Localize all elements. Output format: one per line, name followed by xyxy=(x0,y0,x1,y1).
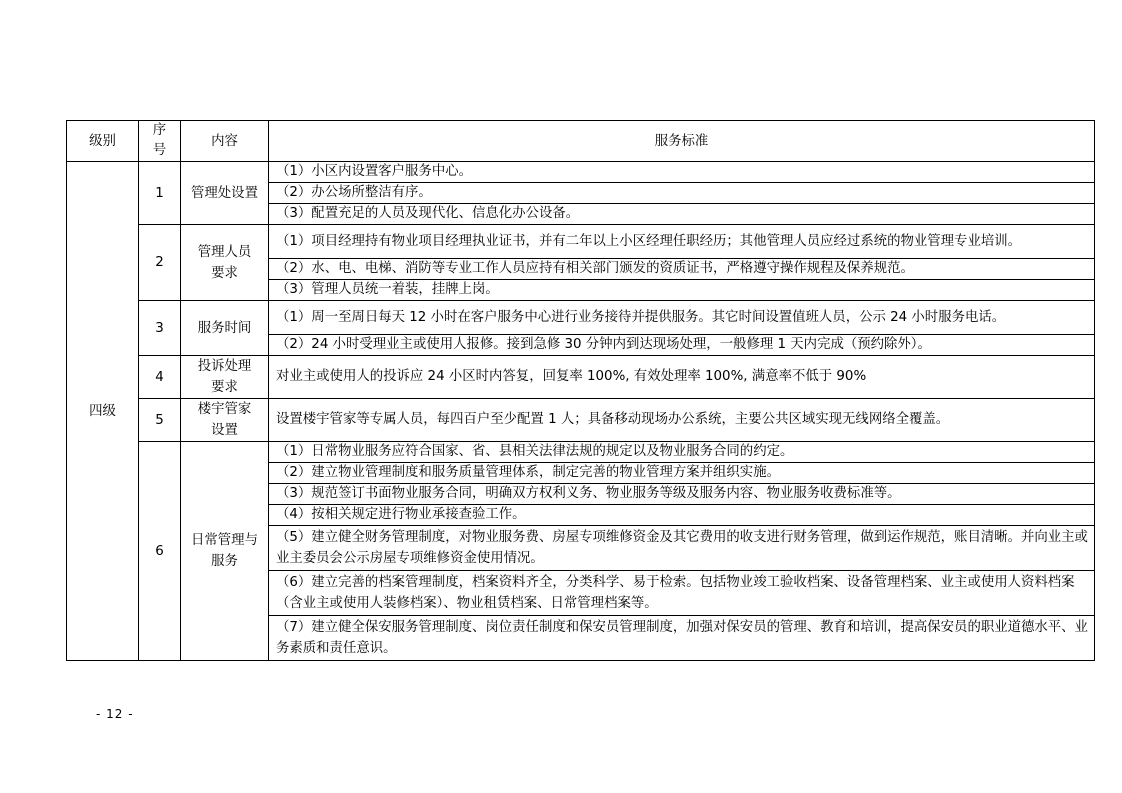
level-cell: 四级 xyxy=(67,162,139,661)
standard-item: （2）办公场所整洁有序。 xyxy=(269,183,1095,204)
standard-item: （7）建立健全保安服务管理制度、岗位责任制度和保安员管理制度，加强对保安员的管理、教育和培训，提高保安员的职业道德水平、业务素质和责任意识。 xyxy=(269,616,1095,661)
standard-item: （3）配置充足的人员及现代化、信息化办公设备。 xyxy=(269,204,1095,225)
standard-item: （2）24 小时受理业主或使用人报修。接到急修 30 分钟内到达现场处理，一般修理 1 天内完成（预约除外）。 xyxy=(269,335,1095,356)
content-cell: 服务时间 xyxy=(181,301,269,356)
header-content: 内容 xyxy=(181,121,269,162)
standard-item: （2）水、电、电梯、消防等专业工作人员应持有相关部门颁发的资质证书，严格遵守操作规程及保养规范。 xyxy=(269,259,1095,280)
content-cell: 日常管理与服务 xyxy=(181,442,269,661)
standard-item: （5）建立健全财务管理制度，对物业服务费、房屋专项维修资金及其它费用的收支进行财务管理，做到运作规范，账目清晰。并向业主或业主委员会公示房屋专项维修资金使用情况。 xyxy=(269,526,1095,571)
standard-item: （2）建立物业管理制度和服务质量管理体系，制定完善的物业管理方案并组织实施。 xyxy=(269,463,1095,484)
standard-item: （1）项目经理持有物业项目经理执业证书，并有二年以上小区经理任职经历；其他管理人员应经过系统的物业管理专业培训。 xyxy=(269,225,1095,259)
table-row xyxy=(67,356,1095,399)
standard-item: （1）周一至周日每天 12 小时在客户服务中心进行业务接待并提供服务。其它时间设置值班人员，公示 24 小时服务电话。 xyxy=(269,301,1095,335)
content-cell: 管理处设置 xyxy=(181,162,269,225)
standard-item: 设置楼宇管家等专属人员，每四百户至少配置 1 人；具备移动现场办公系统，主要公共区域实现无线网络全覆盖。 xyxy=(269,399,1095,442)
table-row xyxy=(67,225,1095,259)
content-cell: 楼宇管家设置 xyxy=(181,399,269,442)
header-standard: 服务标准 xyxy=(269,121,1095,162)
standard-item: （3）规范签订书面物业服务合同，明确双方权利义务、物业服务等级及服务内容、物业服务收费标准等。 xyxy=(269,484,1095,505)
seq-cell: 2 xyxy=(139,225,181,301)
content-cell: 投诉处理要求 xyxy=(181,356,269,399)
seq-cell: 3 xyxy=(139,301,181,356)
table-row xyxy=(67,162,1095,183)
header-level: 级别 xyxy=(67,121,139,162)
standard-item: （1）日常物业服务应符合国家、省、县相关法律法规的规定以及物业服务合同的约定。 xyxy=(269,442,1095,463)
table-header-row xyxy=(67,121,1095,162)
seq-cell: 1 xyxy=(139,162,181,225)
seq-cell: 4 xyxy=(139,356,181,399)
table-row xyxy=(67,301,1095,335)
standard-item: （1）小区内设置客户服务中心。 xyxy=(269,162,1095,183)
seq-cell: 5 xyxy=(139,399,181,442)
seq-cell: 6 xyxy=(139,442,181,661)
standard-item: 对业主或使用人的投诉应 24 小区时内答复，回复率 100%, 有效处理率 100%, 满意率不低于 90% xyxy=(269,356,1095,399)
standard-item: （6）建立完善的档案管理制度，档案资料齐全，分类科学、易于检索。包括物业竣工验收档案、设备管理档案、业主或使用人资料档案（含业主或使用人装修档案）、物业租赁档案、日常管理档案等。 xyxy=(269,571,1095,616)
page-number: - 12 - xyxy=(96,707,134,721)
standard-item: （4）按相关规定进行物业承接查验工作。 xyxy=(269,505,1095,526)
service-standard-table xyxy=(66,120,1095,661)
table-row xyxy=(67,399,1095,442)
table-row xyxy=(67,442,1095,463)
header-seq: 序号 xyxy=(139,121,181,162)
content-cell: 管理人员要求 xyxy=(181,225,269,301)
standard-item: （3）管理人员统一着装，挂牌上岗。 xyxy=(269,280,1095,301)
